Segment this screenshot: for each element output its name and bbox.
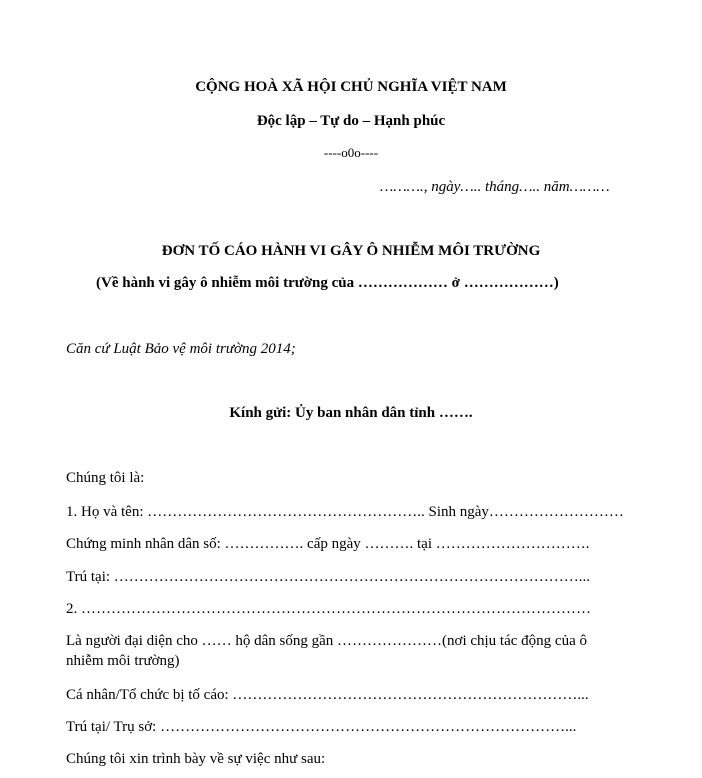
document-title: ĐƠN TỐ CÁO HÀNH VI GÂY Ô NHIỄM MÔI TRƯỜNG (161, 243, 541, 259)
ornament-divider: ----o0o---- (323, 145, 379, 160)
legal-basis: Căn cứ Luật Bảo vệ môi trường 2014; (66, 341, 296, 357)
document-subtitle: (Về hành vi gây ô nhiễm môi trường của ……………… ở ………………) (96, 275, 559, 291)
statement-intro-line: Chúng tôi xin trình bày về sự việc như sau: (66, 751, 326, 767)
accused-address-line: Trú tại/ Trụ sở: ………………………………………………………………………... (66, 719, 577, 735)
recipient-line: Kính gửi: Ủy ban nhân dân tỉnh ……. (229, 405, 473, 421)
country-heading: CỘNG HOÀ XÃ HỘI CHỦ NGHĨA VIỆT NAM (195, 79, 507, 95)
residence-line: Trú tại: …………………………………………………………………………………... (66, 569, 591, 585)
motto: Độc lập – Tự do – Hạnh phúc (256, 113, 446, 129)
id-card-line: Chứng minh nhân dân số: ……………. cấp ngày ………. tại …………………………. (66, 536, 590, 552)
second-person-line: 2. ………………………………………………………………………………………… (66, 601, 591, 617)
intro-line: Chúng tôi là: (66, 470, 145, 486)
representative-line-continued: nhiễm môi trường) (66, 653, 180, 669)
representative-line: Là người đại diện cho …… hộ dân sống gần …………………(nơi chịu tác động của ô (66, 633, 587, 649)
date-line: ………., ngày….. tháng….. năm……… (380, 179, 610, 195)
accused-party-line: Cá nhân/Tổ chức bị tố cáo: ……………………………………………………………... (66, 687, 589, 703)
name-birthdate-line: 1. Họ và tên: ……………………………………………….. Sinh ngày……………………… (66, 504, 624, 520)
